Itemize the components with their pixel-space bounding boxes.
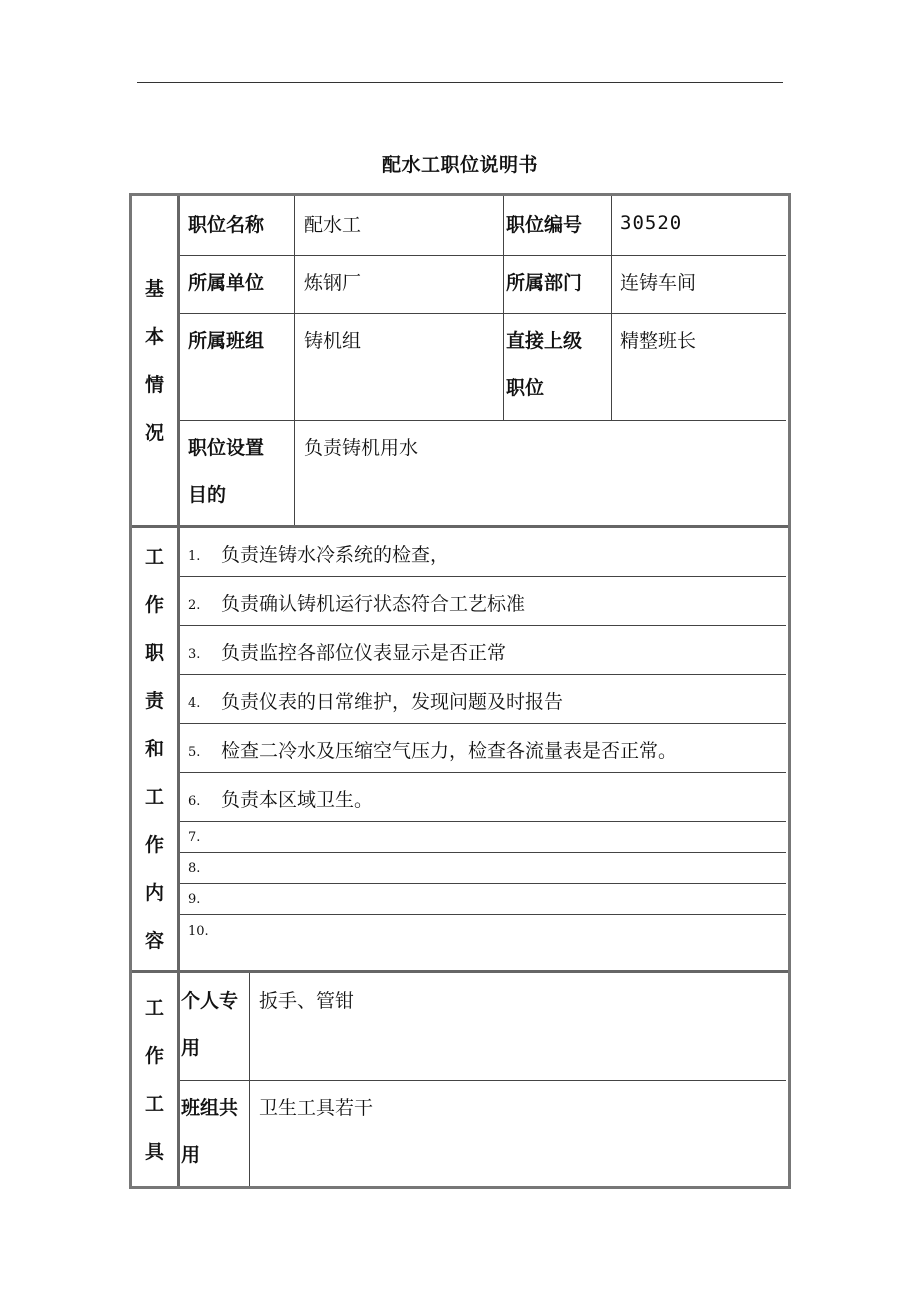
duty-row bbox=[180, 773, 786, 821]
duty-text: 负责监控各部位仪表显示是否正常 bbox=[221, 642, 507, 664]
duty-row bbox=[180, 675, 786, 723]
grid-line bbox=[180, 313, 786, 314]
shared-tools-label: 班组共 用 bbox=[181, 1097, 239, 1166]
document-title: 配水工职位说明书 bbox=[381, 154, 538, 176]
purpose-label: 职位设置 目的 bbox=[188, 437, 265, 506]
duty-row bbox=[180, 853, 786, 883]
duty-row bbox=[180, 528, 786, 576]
duty-index: 6. bbox=[188, 794, 201, 809]
unit-label: 所属单位 bbox=[188, 272, 265, 294]
unit-value: 炼钢厂 bbox=[304, 272, 362, 294]
duty-row bbox=[180, 626, 786, 674]
position-name-label: 职位名称 bbox=[188, 214, 265, 236]
team-value: 铸机组 bbox=[304, 330, 362, 352]
duty-row bbox=[180, 577, 786, 625]
duty-text: 负责仪表的日常维护，发现问题及时报告 bbox=[221, 691, 564, 713]
duty-index: 10. bbox=[188, 924, 209, 939]
header-rule bbox=[137, 82, 783, 83]
supervisor-label: 直接上级 职位 bbox=[506, 330, 583, 399]
duty-index: 1. bbox=[188, 549, 201, 564]
position-code-value: 30520 bbox=[620, 212, 683, 234]
grid-line bbox=[611, 196, 612, 420]
department-value: 连铸车间 bbox=[620, 272, 697, 294]
duty-index: 4. bbox=[188, 696, 201, 711]
purpose-value: 负责铸机用水 bbox=[304, 437, 419, 459]
team-label: 所属班组 bbox=[188, 330, 265, 352]
duty-index: 7. bbox=[188, 830, 201, 845]
basic-section-label: 基 本 情 况 bbox=[144, 278, 164, 444]
duty-index: 3. bbox=[188, 647, 201, 662]
duty-index: 5. bbox=[188, 745, 201, 760]
grid-line bbox=[180, 420, 786, 421]
duty-index: 8. bbox=[188, 861, 201, 876]
shared-tools-value: 卫生工具若干 bbox=[259, 1097, 374, 1119]
grid-line bbox=[180, 1080, 786, 1081]
duty-text: 负责本区域卫生。 bbox=[221, 789, 374, 811]
personal-tools-value: 扳手、管钳 bbox=[259, 990, 355, 1012]
duties-section-label: 工 作 职 责 和 工 作 内 容 bbox=[144, 546, 164, 952]
grid-line bbox=[249, 973, 250, 1186]
personal-tools-label: 个人专 用 bbox=[181, 990, 239, 1059]
duty-row bbox=[180, 822, 786, 852]
duty-text: 检查二冷水及压缩空气压力，检查各流量表是否正常。 bbox=[221, 740, 678, 762]
grid-line bbox=[294, 196, 295, 525]
supervisor-value: 精整班长 bbox=[620, 330, 697, 352]
section-divider bbox=[132, 970, 788, 973]
duty-index: 2. bbox=[188, 598, 201, 613]
duty-row bbox=[180, 915, 786, 970]
position-code-label: 职位编号 bbox=[506, 214, 583, 236]
duty-index: 9. bbox=[188, 892, 201, 907]
grid-line bbox=[503, 196, 504, 420]
tools-section-label: 工 作 工 具 bbox=[144, 997, 164, 1163]
department-label: 所属部门 bbox=[506, 272, 583, 294]
duty-row bbox=[180, 724, 786, 772]
duty-row bbox=[180, 884, 786, 914]
position-name-value: 配水工 bbox=[304, 214, 362, 236]
duty-text: 负责确认铸机运行状态符合工艺标准 bbox=[221, 593, 526, 615]
grid-line bbox=[180, 255, 786, 256]
duty-text: 负责连铸水冷系统的检查， bbox=[221, 544, 450, 566]
